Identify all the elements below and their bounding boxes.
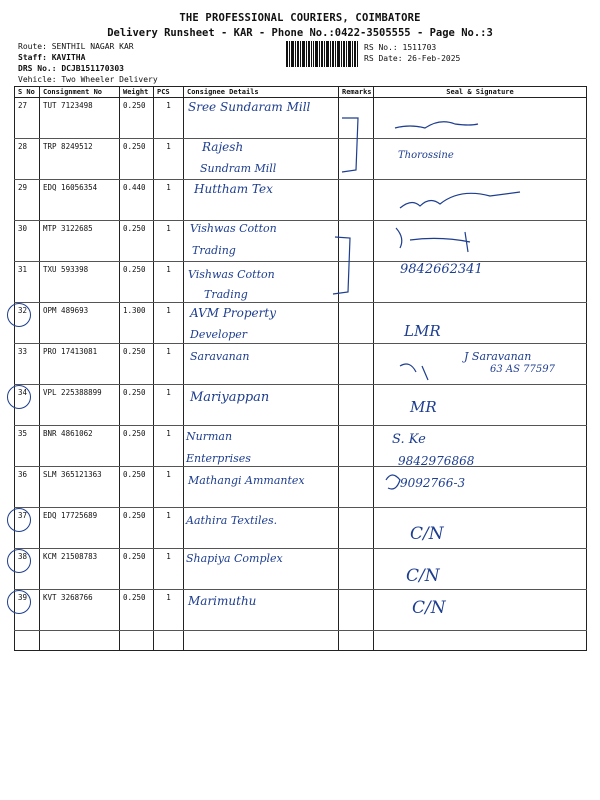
handwritten-consignee: Mariyappan (190, 390, 270, 405)
sno-cell: 27 (15, 98, 40, 139)
weight-cell: 0.250 (120, 426, 154, 467)
handwritten-consignee: Aathira Textiles. (186, 514, 278, 527)
route-label: Route: SENTHIL NAGAR KAR (18, 42, 134, 51)
handwritten-consignee: AVM Property (190, 306, 276, 320)
pcs-cell: 1 (154, 385, 184, 426)
col-pcs: PCS (154, 87, 184, 98)
handwritten-consignee: Nurman (186, 430, 233, 443)
company-title: THE PROFESSIONAL COURIERS, COIMBATORE (179, 12, 421, 24)
handwritten-consignee: Sree Sundaram Mill (188, 100, 311, 114)
col-signature: Seal & Signature (374, 87, 587, 98)
weight-cell: 0.250 (120, 467, 154, 508)
signature-scribble-28 (395, 122, 478, 128)
handwritten-signature: 9842976868 (398, 454, 475, 468)
pcs-cell: 1 (154, 98, 184, 139)
weight-cell: 0.250 (120, 385, 154, 426)
pcs-cell: 1 (154, 139, 184, 180)
staff-label: Staff: KAVITHA (18, 53, 86, 62)
weight-cell: 0.250 (120, 262, 154, 303)
sno-cell: 29 (15, 180, 40, 221)
col-sno: S No (15, 87, 40, 98)
handwritten-consignee: Rajesh (202, 140, 244, 154)
sno-cell: 28 (15, 139, 40, 180)
weight-cell: 0.250 (120, 344, 154, 385)
weight-cell: 0.250 (120, 549, 154, 590)
handwritten-consignee: Saravanan (190, 350, 250, 363)
handwritten-consignee: Vishwas Cotton (190, 222, 277, 235)
handwritten-consignee: Marimuthu (188, 594, 257, 608)
weight-cell: 0.250 (120, 590, 154, 631)
handwritten-consignee: Trading (192, 244, 236, 257)
pcs-cell: 1 (154, 426, 184, 467)
col-weight: Weight (120, 87, 154, 98)
consignment-cell: EDQ 17725689 (40, 508, 120, 549)
pcs-cell: 1 (154, 508, 184, 549)
pcs-cell: 1 (154, 549, 184, 590)
sno-cell: 38 (15, 549, 40, 590)
sno-cell: 36 (15, 467, 40, 508)
handwritten-signature: C/N (410, 524, 444, 544)
weight-cell: 0.250 (120, 139, 154, 180)
pcs-cell: 1 (154, 467, 184, 508)
handwritten-consignee: Enterprises (186, 452, 251, 465)
col-consignee: Consignee Details (184, 87, 339, 98)
sno-cell: 33 (15, 344, 40, 385)
handwritten-consignee: Developer (190, 328, 248, 341)
consignment-cell: TXU 593398 (40, 262, 120, 303)
handwritten-consignee: Shapiya Complex (186, 552, 283, 565)
consignment-cell: PRO 17413081 (40, 344, 120, 385)
weight-cell: 0.250 (120, 508, 154, 549)
weight-cell: 0.250 (120, 98, 154, 139)
consignment-cell: KVT 3268766 (40, 590, 120, 631)
drs-label: DRS No.: DCJB151170303 (18, 64, 124, 73)
handwritten-signature: 9092766-3 (400, 476, 466, 490)
col-consignment: Consignment No (40, 87, 120, 98)
handwritten-signature: MR (410, 398, 437, 416)
handwritten-signature: S. Ke (392, 432, 426, 447)
handwritten-consignee: Trading (204, 288, 248, 301)
vehicle-label: Vehicle: Two Wheeler Delivery (18, 75, 158, 84)
handwritten-signature: J Saravanan (464, 350, 532, 363)
col-remarks: Remarks (339, 87, 374, 98)
sno-cell: 30 (15, 221, 40, 262)
signature-scribble-36 (386, 475, 400, 489)
handwritten-signature: C/N (412, 598, 446, 618)
sno-cell: 31 (15, 262, 40, 303)
weight-cell: 1.300 (120, 303, 154, 344)
consignment-cell: TRP 8249512 (40, 139, 120, 180)
handwritten-signature: LMR (404, 322, 441, 340)
consignment-cell: EDQ 16056354 (40, 180, 120, 221)
sno-cell: 34 (15, 385, 40, 426)
handwritten-signature: C/N (406, 566, 440, 586)
pcs-cell: 1 (154, 590, 184, 631)
rs-date: RS Date: 26-Feb-2025 (364, 54, 461, 63)
handwritten-consignee: Huttham Tex (194, 182, 273, 196)
pcs-cell: 1 (154, 262, 184, 303)
consignment-cell: BNR 4861062 (40, 426, 120, 467)
handwritten-signature: 9842662341 (400, 262, 483, 277)
pcs-cell: 1 (154, 180, 184, 221)
bracket-mark-1 (342, 118, 358, 172)
sno-cell: 35 (15, 426, 40, 467)
consignment-cell: KCM 21508783 (40, 549, 120, 590)
pcs-cell: 1 (154, 303, 184, 344)
consignment-cell: MTP 3122685 (40, 221, 120, 262)
handwritten-signature: Thorossine (398, 150, 454, 161)
sno-cell: 39 (15, 590, 40, 631)
weight-cell: 0.440 (120, 180, 154, 221)
handwritten-consignee: Sundram Mill (200, 162, 277, 175)
consignment-cell: TUT 7123498 (40, 98, 120, 139)
pcs-cell: 1 (154, 221, 184, 262)
handwritten-consignee: Mathangi Ammantex (188, 474, 305, 487)
handwritten-signature: 63 AS 77597 (490, 364, 555, 375)
signature-scribble-30 (396, 228, 470, 252)
runsheet-subtitle: Delivery Runsheet - KAR - Phone No.:0422-3505555 - Page No.:3 (107, 27, 493, 39)
bracket-mark-2 (333, 237, 350, 294)
sno-cell: 32 (15, 303, 40, 344)
rs-number: RS No.: 1511703 (364, 43, 437, 52)
consignment-cell: SLM 365121363 (40, 467, 120, 508)
signature-scribble-33 (400, 364, 428, 380)
consignment-cell: VPL 225388899 (40, 385, 120, 426)
signature-scribble-29 (400, 192, 520, 208)
consignment-cell: OPM 489693 (40, 303, 120, 344)
pcs-cell: 1 (154, 344, 184, 385)
handwritten-consignee: Vishwas Cotton (188, 268, 275, 281)
weight-cell: 0.250 (120, 221, 154, 262)
sno-cell: 37 (15, 508, 40, 549)
